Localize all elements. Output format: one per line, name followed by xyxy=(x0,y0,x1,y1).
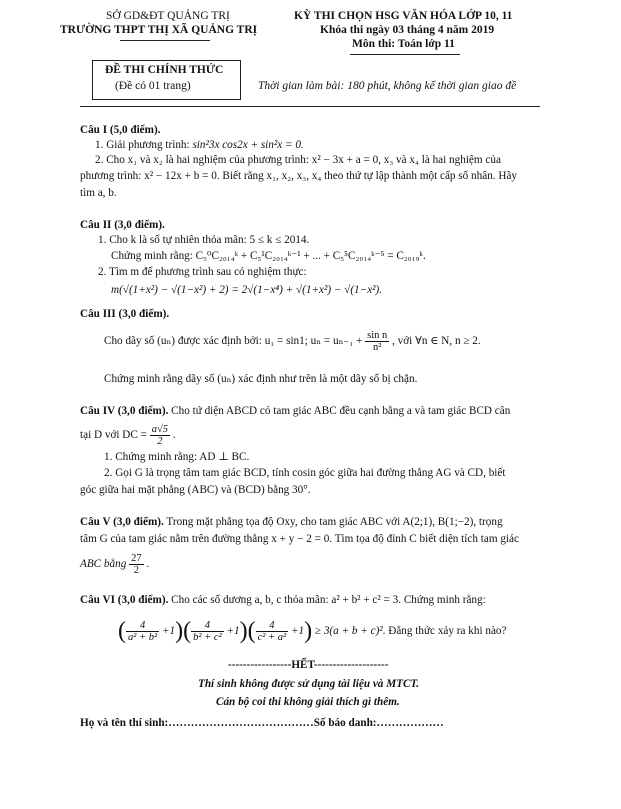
school-name: TRƯỜNG THPT THỊ XÃ QUẢNG TRỊ xyxy=(60,24,258,36)
end-marker: -----------------HẾT-------------------- xyxy=(228,659,389,671)
q4-line2-suffix: . xyxy=(172,429,176,442)
q6-line1 xyxy=(80,593,486,608)
header-separator xyxy=(80,106,540,107)
q6-f2-den: b² + c² xyxy=(193,632,222,643)
q4-fraction-num: a√5 xyxy=(151,424,168,435)
q2-part2-formula: m(√(1+x²) − √(1−x²) + 2) = 2√(1−x⁴) + √(1+x²) − √(1−x²). xyxy=(111,284,383,296)
footer-note-1: Thí sinh không được sử dụng tài liệu và MTCT. xyxy=(198,678,420,690)
q2-title: Câu II (3,0 điểm). xyxy=(80,219,165,231)
q3-fraction-den: n² xyxy=(372,342,382,353)
exam-subject: Môn thi: Toán lớp 11 xyxy=(352,38,455,50)
q6-f1-den: a² + b² xyxy=(128,632,158,643)
footer-note-2: Cán bộ coi thi không giải thích gì thêm. xyxy=(216,696,400,708)
time-note: Thời gian làm bài: 180 phút, không kể thời gian giao đề xyxy=(258,80,517,92)
exam-date: Khóa thi ngày 03 tháng 4 năm 2019 xyxy=(320,24,495,36)
q4-title: Câu IV (3,0 điểm). xyxy=(80,405,169,417)
q5-fraction-num: 27 xyxy=(131,553,142,564)
q6-fraction-2 xyxy=(191,620,224,643)
q1-part2-line3: tìm a, b. xyxy=(80,187,117,199)
q4-part2-line2: góc giữa hai mặt phẳng (ABC) và (BCD) bằng 30°. xyxy=(80,484,311,496)
official-pages: (Đề có 01 trang) xyxy=(115,80,191,92)
header-underline-right xyxy=(350,54,460,55)
candidate-info: Họ và tên thí sinh:…………………………………Số báo danh:……………… xyxy=(80,717,444,729)
q5-line2: tâm G của tam giác nằm trên đường thẳng x + y − 2 = 0. Tìm tọa độ đỉnh C biết diện tích tam giác xyxy=(80,533,519,545)
q4-fraction xyxy=(150,424,170,447)
q5-line3 xyxy=(80,553,149,576)
q1-title: Câu I (5,0 điểm). xyxy=(80,124,161,136)
q2-part1-prove: Chứng minh rằng: C₅⁰C₂₀₁₄ᵏ + C₅¹C₂₀₁₄ᵏ⁻¹ + ... + C₅⁵C₂₀₁₄ᵏ⁻⁵ = C₂₀₁₉ᵏ. xyxy=(111,250,426,262)
q1-part1-prefix: 1. Giải phương trình: xyxy=(95,139,190,151)
q3-line1 xyxy=(104,330,481,353)
q6-fraction-1 xyxy=(126,620,159,643)
q4-fraction-den: 2 xyxy=(157,436,163,447)
q4-line1 xyxy=(80,404,510,419)
official-title: ĐỀ THI CHÍNH THỨC xyxy=(105,64,224,76)
q4-line2-prefix: tại D với DC = xyxy=(80,429,147,442)
q6-rhs: ≥ 3(a + b + c)² xyxy=(314,625,383,638)
q3-line1-prefix: Cho dãy số (uₙ) được xác định bởi: u₁ = sin1; uₙ = uₙ₋₁ + xyxy=(104,335,363,348)
q5-fraction xyxy=(129,553,144,576)
header-underline-left xyxy=(120,40,210,41)
q5-line1 xyxy=(80,515,503,530)
department-name: SỞ GD&ĐT QUẢNG TRỊ xyxy=(106,10,230,22)
q5-fraction-den: 2 xyxy=(133,565,139,576)
q6-equality: . Đẳng thức xảy ra khi nào? xyxy=(382,625,507,638)
q1-part2-line2: phương trình: x² − 12x + b = 0. Biết rằng x₁, x₂, x₃, x₄ theo thứ tự lập thành một cấp số nhân. Hãy xyxy=(80,170,518,182)
q6-f2-num: 4 xyxy=(191,620,224,632)
q4-line2 xyxy=(80,424,176,447)
q1-part2-line1: 2. Cho x₁ và x₂ là hai nghiệm của phương trình: x² − 3x + a = 0, x₃ và x₄ là hai nghiệm của xyxy=(95,154,501,166)
q6-title: Câu VI (3,0 điểm). xyxy=(80,594,169,606)
q4-part1: 1. Chứng minh rằng: AD ⊥ BC. xyxy=(104,451,250,463)
q2-part1: 1. Cho k là số tự nhiên thỏa mãn: 5 ≤ k ≤ 2014. xyxy=(98,234,310,246)
q6-f3-num: 4 xyxy=(256,620,289,632)
q1-part1-formula: sin²3x cos2x + sin²x = 0. xyxy=(192,139,304,151)
q4-part2-line1: 2. Gọi G là trọng tâm tam giác BCD, tính cosin góc giữa hai đường thẳng AG và CD, biết xyxy=(104,467,506,479)
q2-part2: 2. Tìm m để phương trình sau có nghiệm thực: xyxy=(98,266,307,278)
q6-fraction-3 xyxy=(256,620,289,643)
q3-line1-suffix: , với ∀n ∈ N, n ≥ 2. xyxy=(392,335,481,348)
q1-part1 xyxy=(95,138,304,153)
q3-title: Câu III (3,0 điểm). xyxy=(80,308,170,320)
q3-fraction xyxy=(365,330,389,353)
q6-line1-text: Cho các số dương a, b, c thỏa mãn: a² + b² + c² = 3. Chứng minh rằng: xyxy=(171,594,486,606)
exam-name: KỲ THI CHỌN HSG VĂN HÓA LỚP 10, 11 xyxy=(294,10,513,22)
q5-line1-text: Trong mặt phẳng tọa độ Oxy, cho tam giác ABC với A(2;1), B(1;−2), trọng xyxy=(166,516,503,528)
q5-line3-prefix: ABC bằng xyxy=(80,558,127,571)
q3-line2: Chứng minh rằng dãy số (uₙ) xác định như trên là một dãy số bị chặn. xyxy=(104,373,418,385)
q6-f3-den: c² + a² xyxy=(257,632,287,643)
q5-line3-suffix: . xyxy=(146,558,150,571)
q3-fraction-num: sin n xyxy=(367,330,388,341)
q4-intro: Cho tứ diện ABCD có tam giác ABC đều cạnh bằng a và tam giác BCD cân xyxy=(171,405,511,417)
q6-f1-num: 4 xyxy=(126,620,159,632)
official-box xyxy=(92,60,241,100)
q6-inequality: ( $\frac{4}{\text{a² + b²}}$ +1)( $\frac{4}{\text{b² + c²}}$ +1)( $\frac{4}{\text{c² + a²}}$ +1) ≥ 3(a + b + c)². Đẳng thức xảy ra khi nào? xyxy=(118,618,507,644)
q5-title: Câu V (3,0 điểm). xyxy=(80,516,164,528)
